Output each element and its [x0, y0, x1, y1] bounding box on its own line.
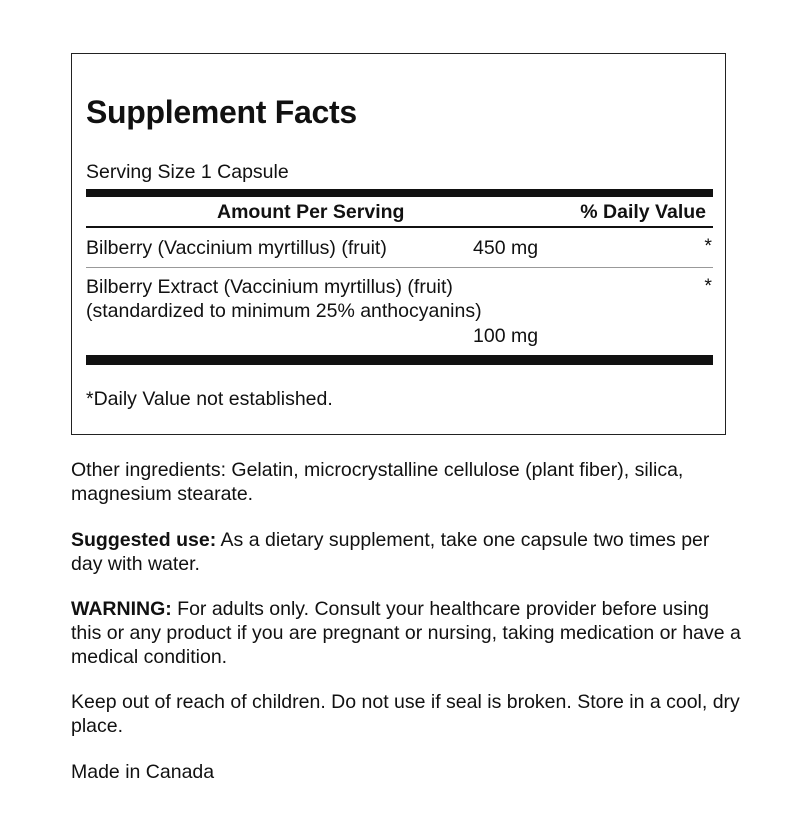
country-of-origin: Made in Canada — [71, 761, 215, 783]
other-ingredients: Other ingredients: Gelatin, microcrystalline cellulose (plant fiber), silica, magnesium stearate. — [71, 459, 684, 505]
suggested-use-text: As a dietary supplement, take one capsule two times per day with water. — [71, 529, 710, 575]
daily-value-footnote: *Daily Value not established. — [86, 388, 333, 410]
warning-label: WARNING: — [71, 598, 172, 620]
ingredient-dv-bilberry-extract: * — [704, 275, 712, 297]
daily-value-header: % Daily Value — [580, 201, 706, 223]
facts-title: Supplement Facts — [86, 94, 357, 130]
ingredient-amount-bilberry: 450 mg — [473, 237, 539, 259]
amount-per-serving-header: Amount Per Serving — [217, 201, 405, 223]
suggested-use — [71, 528, 741, 576]
warning — [71, 597, 741, 669]
ingredient-standardization: (standardized to minimum 25% anthocyanins) — [86, 300, 482, 322]
ingredient-name-bilberry-extract: Bilberry Extract (Vaccinium myrtillus) (fruit) — [86, 276, 453, 298]
ingredient-name-bilberry: Bilberry (Vaccinium myrtillus) (fruit) — [86, 237, 387, 259]
warning-text: For adults only. Consult your healthcare provider before using this or any product if you are pregnant or nursing, taking medication or have a medical condition. — [71, 598, 741, 668]
storage-instructions: Keep out of reach of children. Do not use if seal is broken. Store in a cool, dry place. — [71, 691, 740, 737]
ingredient-amount-bilberry-extract: 100 mg — [473, 325, 539, 347]
thick-divider-bottom — [86, 355, 713, 365]
thick-divider-top — [86, 189, 713, 197]
ingredient-dv-bilberry: * — [704, 235, 712, 257]
row-divider — [86, 267, 713, 268]
supplement-facts-panel — [71, 53, 726, 435]
serving-size: Serving Size 1 Capsule — [86, 161, 289, 183]
suggested-use-label: Suggested use: — [71, 529, 217, 551]
header-divider — [86, 226, 713, 228]
